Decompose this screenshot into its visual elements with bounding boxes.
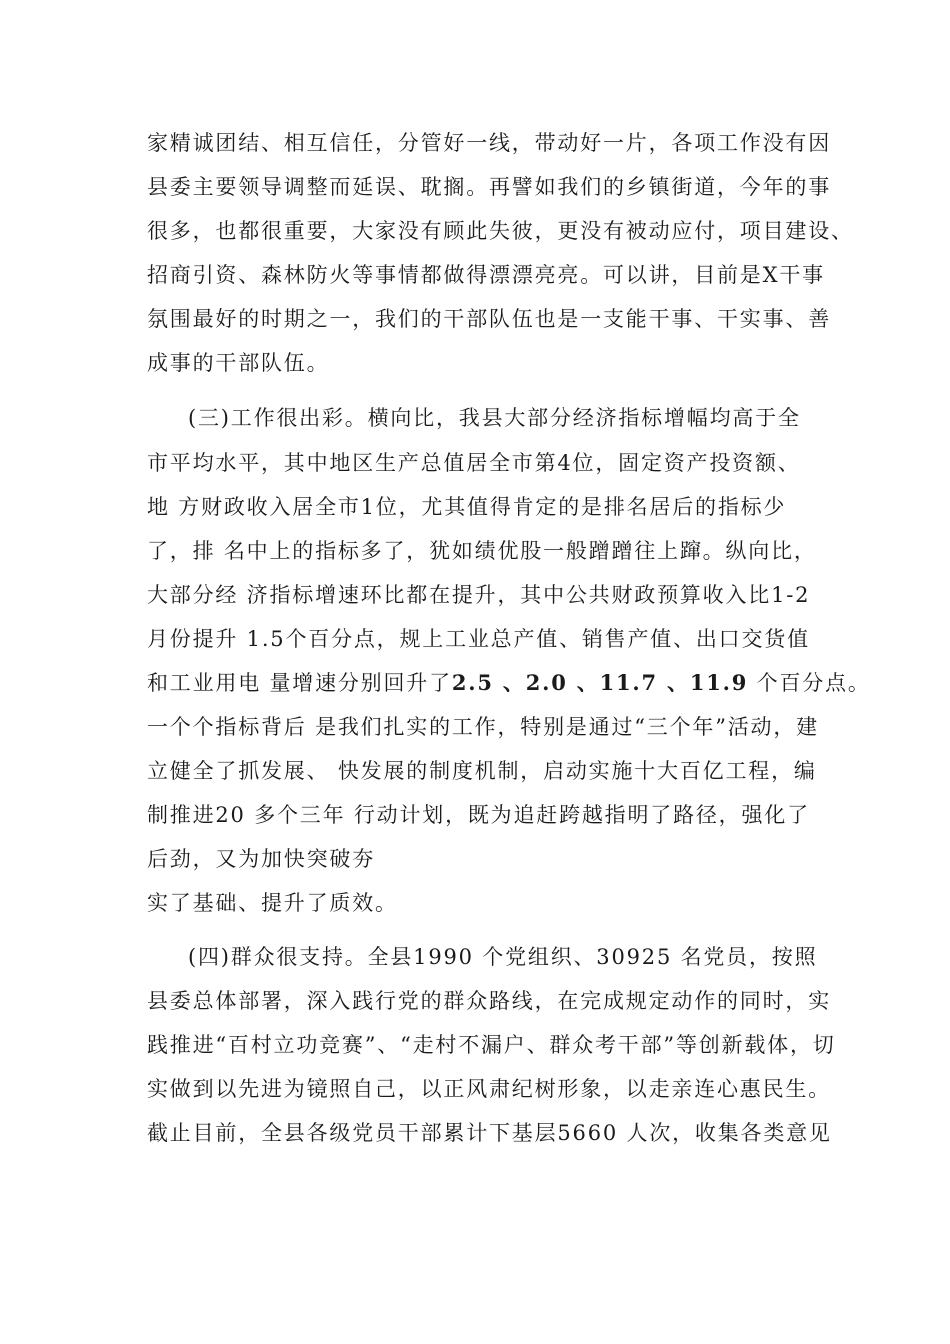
text-line: 立健全了抓发展、 快发展的制度机制，启动实施十大百亿工程，编	[147, 759, 817, 783]
text-segment: 个百分点。	[748, 671, 871, 695]
text-line: 月份提升 1.5个百分点，规上工业总产值、销售产值、出口交货值	[147, 627, 810, 651]
text-line: 家精诚团结、相互信任，分管好一线，带动好一片，各项工作没有因	[147, 131, 831, 155]
text-line: 招商引资、森林防火等事情都做得漂漂亮亮。可以讲，目前是X干事	[147, 263, 825, 287]
text-line: 一个个指标背后 是我们扎实的工作，特别是通过“三个年”活动，建	[147, 715, 819, 739]
text-line: 成事的干部队伍。	[147, 351, 330, 375]
text-line: 市平均水平，其中地区生产总值居全市第4位，固定资产投资额、	[147, 451, 801, 475]
section-heading-line: (四)群众很支持。全县1990 个党组织、30925 名党员，按照	[188, 945, 818, 969]
text-line: 氛围最好的时期之一，我们的干部队伍也是一支能干事、干实事、善	[147, 307, 831, 331]
text-line: 践推进“百村立功竞赛”、“走村不漏户、群众考干部”等创新载体，切	[147, 1033, 836, 1057]
text-line: 实做到以先进为镜照自己，以正风肃纪树形象，以走亲连心惠民生。	[147, 1077, 831, 1101]
text-segment: 和工业用电 量增速分别回升了	[147, 671, 452, 695]
text-line: 很多，也都很重要，大家没有顾此失彼，更没有被动应付，项目建设、	[147, 219, 854, 243]
text-line-with-figures	[147, 670, 871, 696]
text-line: 了，排 名中上的指标多了，犹如绩优股一般蹭蹭往上蹿。纵向比，	[147, 539, 817, 563]
text-line: 县委主要领导调整而延误、耽搁。再譬如我们的乡镇街道，今年的事	[147, 175, 831, 199]
text-line: 实了基础、提升了质效。	[147, 891, 398, 915]
text-line: 县委总体部署，深入践行党的群众路线，在完成规定动作的同时，实	[147, 989, 831, 1013]
text-line: 制推进20 多个三年 行动计划，既为追赶跨越指明了路径，强化了	[147, 803, 810, 827]
text-line: 地 方财政收入居全市1位，尤其值得肯定的是排名居后的指标少	[147, 495, 787, 519]
text-line: 大部分经 济指标增速环比都在提升，其中公共财政预算收入比1-2	[147, 583, 811, 607]
bold-figures: 2.5 、2.0 、11.7 、11.9	[451, 670, 749, 695]
text-line: 截止目前，全县各级党员干部累计下基层5660 人次，收集各类意见	[147, 1121, 832, 1145]
text-line: 后劲，又为加快突破夯	[147, 847, 375, 871]
section-heading-line: (三)工作很出彩。横向比，我县大部分经济指标增幅均高于全	[188, 406, 801, 430]
